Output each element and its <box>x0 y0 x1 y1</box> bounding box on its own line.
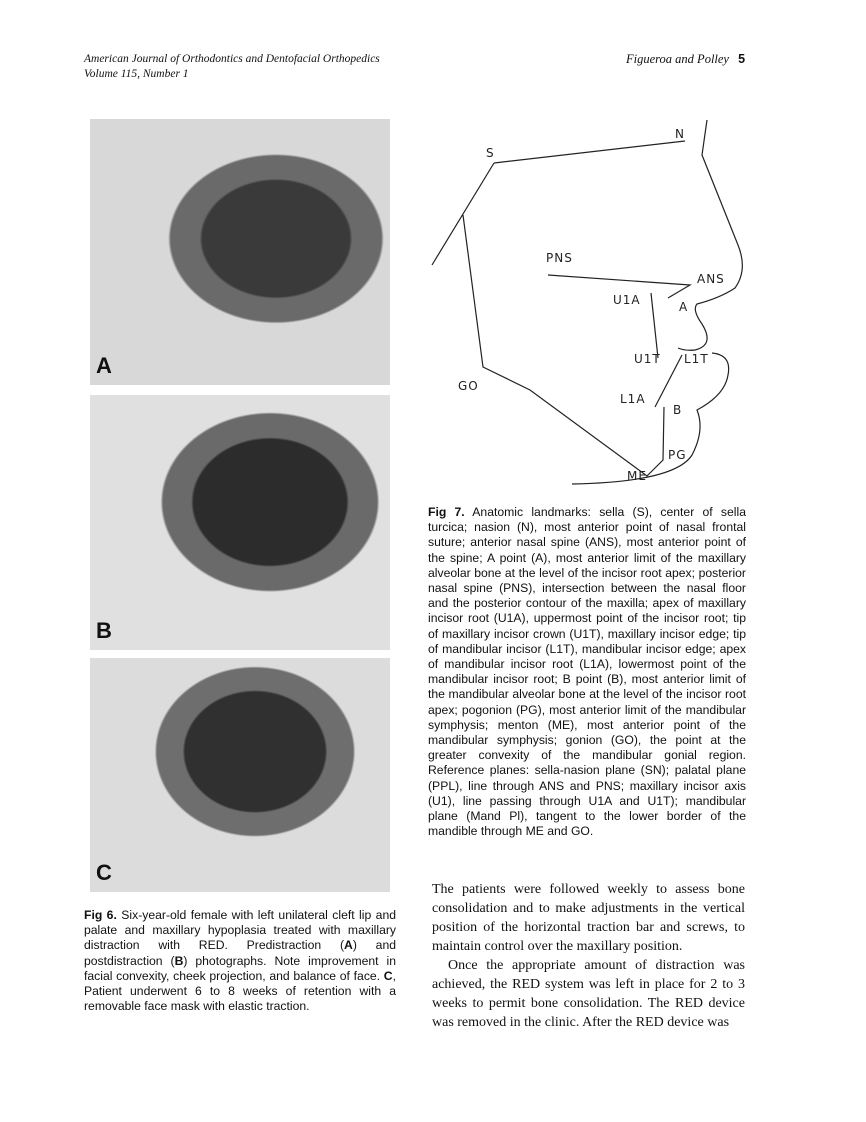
figure-6-label: Fig 6. <box>84 908 117 922</box>
caption-ref-b: B <box>174 953 184 968</box>
authors: Figueroa and Polley <box>626 52 729 66</box>
maxillary-incisor-axis <box>651 293 658 358</box>
landmark-l1t: L1T <box>684 352 709 366</box>
figure-7-caption <box>428 505 746 839</box>
photo-panel-b <box>90 395 390 650</box>
panel-label-b: B <box>96 618 112 643</box>
figure-7-label: Fig 7. <box>428 505 465 519</box>
running-header-right <box>626 52 745 67</box>
caption-text: ) and postdistraction ( <box>84 938 396 968</box>
landmark-u1a: U1A <box>613 293 641 307</box>
caption-text: Six-year-old female with left unilateral cleft lip and palate and maxillary hypoplasia treated with maxillary distraction with RED. Predistraction ( <box>84 908 396 953</box>
landmark-pg: PG <box>668 448 687 462</box>
cranial-base-line <box>432 163 494 265</box>
landmark-l1a: L1A <box>620 392 646 406</box>
journal-title: American Journal of Orthodontics and Dentofacial Orthopedics <box>84 53 380 65</box>
panel-label-a: A <box>96 353 112 378</box>
caption-text: Anatomic landmarks: sella (S), center of sella turcica; nasion (N), most anterior point of nasal frontal suture; anterior nasal spine (ANS), most anterior point of the spine; A point (A), most anterior limit of the maxillary alveolar bone at the level of the incisor root apex; posterior nasal spine (PNS), intersection between the nasal floor and the posterior contour of the maxilla; apex of maxillary incisor root (U1A), uppermost point of the incisor root; tip of maxillary incisor crown (U1T), maxillary incisor edge; tip of mandibular incisor (L1T), mandibular incisor edge; apex of mandibular incisor root (L1A), lowermost point of the mandibular incisor root; B point (B), most anterior limit of the mandibular alveolar bone at the level of the incisor root apex; pogonion (PG), most anterior limit of the mandibular symphysis; menton (ME), most anterior point of the mandibular symphysis; gonion (GO), the point at the greater convexity of the mandibular gonial region. Reference planes: sella-nasion plane (SN); palatal plane (PPL), line through ANS and PNS; maxillary incisor axis (U1), line passing through U1A and U1T); mandibular plane (Mand Pl), tangent to the lower border of the mandible through ME and GO. <box>428 505 746 839</box>
caption-ref-c: C <box>383 968 393 983</box>
photo-panel-c <box>90 658 390 892</box>
journal-volume: Volume 115, Number 1 <box>84 68 189 80</box>
landmark-me: ME <box>627 469 647 483</box>
caption-ref-a: A <box>344 938 353 953</box>
landmark-ans: ANS <box>697 272 725 286</box>
landmark-a: A <box>679 300 689 314</box>
caption-text: ) photographs. Note improvement in facial convexity, cheek projection, and balance of face. <box>84 953 396 983</box>
soft-tissue-profile <box>572 120 742 484</box>
running-header-left <box>84 52 380 82</box>
photo-panel-a <box>90 119 390 385</box>
caption-text: , Patient underwent 6 to 8 weeks of retention with a removable face mask with elastic traction. <box>84 968 396 1014</box>
landmark-b: B <box>673 403 683 417</box>
panel-label-c: C <box>96 860 112 885</box>
landmark-go: GO <box>458 379 479 393</box>
cephalometric-tracing <box>420 110 750 500</box>
paragraph: Once the appropriate amount of distraction was achieved, the RED system was left in place for 2 to 3 weeks to permit bone consolidation. The RED device was removed in the clinic. After the RED device was <box>432 958 745 1030</box>
page-number: 5 <box>738 52 746 66</box>
landmark-s: S <box>486 146 495 160</box>
paragraph: The patients were followed weekly to assess bone consolidation and to make adjustments in the vertical position of the horizontal traction bar and screws, to maintain control over the maxillary position. <box>432 882 745 954</box>
figure-6-caption <box>84 908 396 1014</box>
landmark-u1t: U1T <box>634 352 661 366</box>
body-text <box>432 880 745 1032</box>
sella-nasion-line <box>494 141 685 163</box>
landmark-pns: PNS <box>546 251 573 265</box>
landmark-n: N <box>675 127 685 141</box>
